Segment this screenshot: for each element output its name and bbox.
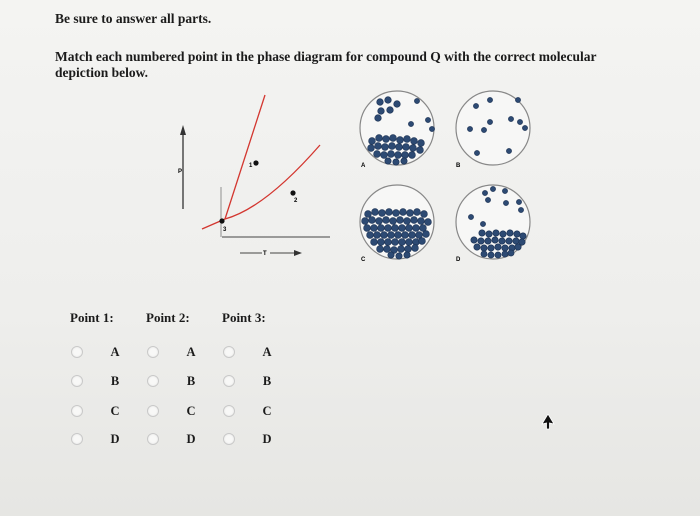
point-2-option-d[interactable]: D [147, 431, 197, 447]
radio-icon[interactable] [71, 375, 83, 387]
point-2-option-a[interactable]: A [147, 344, 197, 360]
point-2-marker [290, 190, 295, 195]
radio-icon[interactable] [71, 433, 83, 445]
point-2-option-c[interactable]: C [147, 403, 197, 419]
vaporization-curve [225, 145, 320, 219]
point-2-header: Point 2: [146, 310, 190, 325]
point-1-label: 1 [249, 163, 253, 169]
question-text: Match each numbered point in the phase diagram for compound Q with the correct molecular depiction below. [55, 49, 597, 80]
radio-icon[interactable] [71, 346, 83, 358]
radio-icon[interactable] [147, 433, 159, 445]
radio-icon[interactable] [147, 405, 159, 417]
point-3-option-d[interactable]: D [223, 431, 273, 447]
radio-icon[interactable] [223, 375, 235, 387]
depiction-d [456, 185, 530, 263]
radio-icon[interactable] [223, 405, 235, 417]
radio-icon[interactable] [223, 433, 235, 445]
radio-icon[interactable] [223, 346, 235, 358]
point-3-option-c[interactable]: C [223, 403, 273, 419]
melting-curve [225, 95, 265, 219]
point-1-option-c[interactable]: C [71, 403, 121, 419]
point-1-header: Point 1: [70, 310, 114, 325]
point-3-header: Point 3: [222, 310, 266, 325]
x-axis-label: T [263, 251, 267, 257]
point-3-option-a[interactable]: A [223, 344, 273, 360]
depiction-b [456, 91, 530, 169]
depiction-a [360, 91, 435, 169]
depiction-a-label: A [361, 163, 366, 169]
point-3-option-b[interactable]: B [223, 373, 273, 389]
point-2-label: 2 [294, 198, 298, 204]
depiction-b-label: B [456, 163, 461, 169]
mouse-cursor-icon [541, 414, 555, 430]
point-3-label: 3 [223, 227, 227, 233]
phase-diagram [178, 95, 330, 257]
phase-diagram-figure [170, 85, 550, 275]
point-3-marker [219, 218, 224, 223]
radio-icon[interactable] [147, 346, 159, 358]
y-axis-arrow-icon [180, 125, 186, 135]
depiction-d-label: D [456, 257, 461, 263]
radio-icon[interactable] [71, 405, 83, 417]
depiction-c-label: C [361, 257, 366, 263]
x-axis-arrow-icon [294, 250, 302, 256]
depiction-c [360, 185, 434, 263]
point-1-option-b[interactable]: B [71, 373, 121, 389]
radio-icon[interactable] [147, 375, 159, 387]
instruction-text: Be sure to answer all parts. [55, 11, 212, 26]
point-2-option-b[interactable]: B [147, 373, 197, 389]
y-axis-label: P [178, 169, 183, 175]
point-1-marker [253, 160, 258, 165]
point-1-option-a[interactable]: A [71, 344, 121, 360]
point-1-option-d[interactable]: D [71, 431, 121, 447]
